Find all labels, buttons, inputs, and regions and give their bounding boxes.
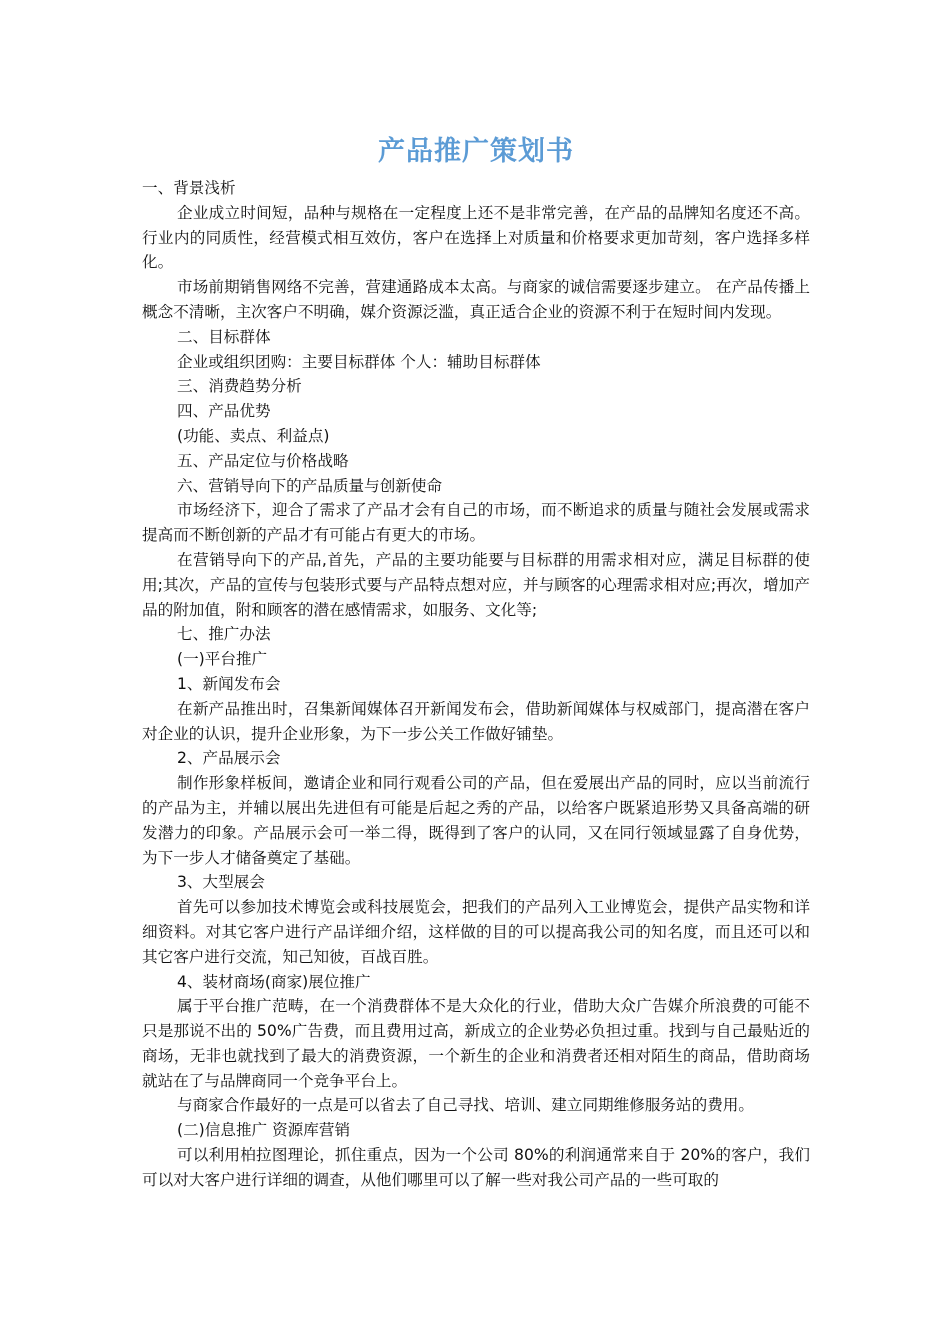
- paragraph: 首先可以参加技术博览会或科技展览会，把我们的产品列入工业博览会，提供产品实物和详细资料。对其它客户进行产品详细介绍，这样做的目的可以提高我公司的知名度，而且还可以和其它客户进行交流，知己知彼，百战百胜。: [142, 898, 810, 966]
- paragraph: 企业或组织团购：主要目标群体 个人：辅助目标群体: [177, 352, 541, 371]
- paragraph: 4、装材商场(商家)展位推广: [177, 972, 371, 991]
- paragraph: 三、消费趋势分析: [177, 377, 302, 396]
- paragraph: 1、新闻发布会: [177, 674, 281, 693]
- paragraph: 五、产品定位与价格战略: [177, 451, 349, 470]
- paragraph: (二)信息推广 资源库营销: [177, 1121, 351, 1140]
- paragraph: 与商家合作最好的一点是可以省去了自己寻找、培训、建立同期维修服务站的费用。: [177, 1096, 754, 1115]
- paragraph: 在营销导向下的产品,首先，产品的主要功能要与目标群的用需求相对应，满足目标群的使用;其次，产品的宣传与包装形式要与产品特点想对应，并与顾客的心理需求相对应;再次，增加产品的附加值，附和顾客的潜在感情需求，如服务、文化等;: [142, 550, 810, 619]
- paragraph: 市场经济下，迎合了需求了产品才会有自己的市场，而不断追求的质量与随社会发展或需求提高而不断创新的产品才有可能占有更大的市场。: [142, 501, 810, 545]
- paragraph: (一)平台推广: [177, 650, 268, 669]
- paragraph: 2、产品展示会: [177, 749, 281, 768]
- paragraph: 企业成立时间短，品种与规格在一定程度上还不是非常完善，在产品的品牌知名度还不高。行业内的同质性，经营模式相互效仿，客户在选择上对质量和价格要求更加苛刻，客户选择多样化。: [142, 203, 810, 272]
- paragraph: 七、推广办法: [177, 625, 271, 644]
- paragraph: 属于平台推广范畴，在一个消费群体不是大众化的行业，借助大众广告媒介所浪费的可能不只是那说不出的 50%广告费，而且费用过高，新成立的企业势必负担过重。找到与自己最贴近的商场，无非也就找到了最大的消费资源，一个新生的企业和消费者还相对陌生的商品，借助商场就站在了与品牌商同一个竞争平台上。: [142, 997, 810, 1090]
- document-body: [142, 176, 810, 1193]
- paragraph: 在新产品推出时，召集新闻媒体召开新闻发布会，借助新闻媒体与权威部门，提高潜在客户对企业的认识，提升企业形象，为下一步公关工作做好铺垫。: [142, 699, 810, 743]
- paragraph: (功能、卖点、利益点): [177, 426, 330, 445]
- paragraph: 四、产品优势: [177, 402, 271, 421]
- document-title: 产品推广策划书: [378, 136, 574, 167]
- document-page: [142, 128, 810, 1193]
- paragraph: 制作形象样板间，邀请企业和同行观看公司的产品，但在爱展出产品的同时，应以当前流行的产品为主，并辅以展出先进但有可能是后起之秀的产品，以给客户既紧追形势又具备高端的研发潜力的印象。产品展示会可一举二得，既得到了客户的认同，又在同行领域显露了自身优势，为下一步人才储备奠定了基础。: [142, 774, 810, 867]
- paragraph: 3、大型展会: [177, 873, 265, 892]
- paragraph: 二、目标群体: [177, 327, 271, 346]
- paragraph: 六、营销导向下的产品质量与创新使命: [177, 476, 443, 495]
- paragraph: 可以利用柏拉图理论，抓住重点，因为一个公司 80%的利润通常来自于 20%的客户，我们可以对大客户进行详细的调查，从他们哪里可以了解一些对我公司产品的一些可取的: [142, 1146, 810, 1189]
- paragraph: 市场前期销售网络不完善，营建通路成本太高。与商家的诚信需要逐步建立。 在产品传播上概念不清晰，主次客户不明确，媒介资源泛滥，真正适合企业的资源不利于在短时间内发现。: [142, 278, 810, 321]
- paragraph: 一、背景浅析: [142, 179, 236, 197]
